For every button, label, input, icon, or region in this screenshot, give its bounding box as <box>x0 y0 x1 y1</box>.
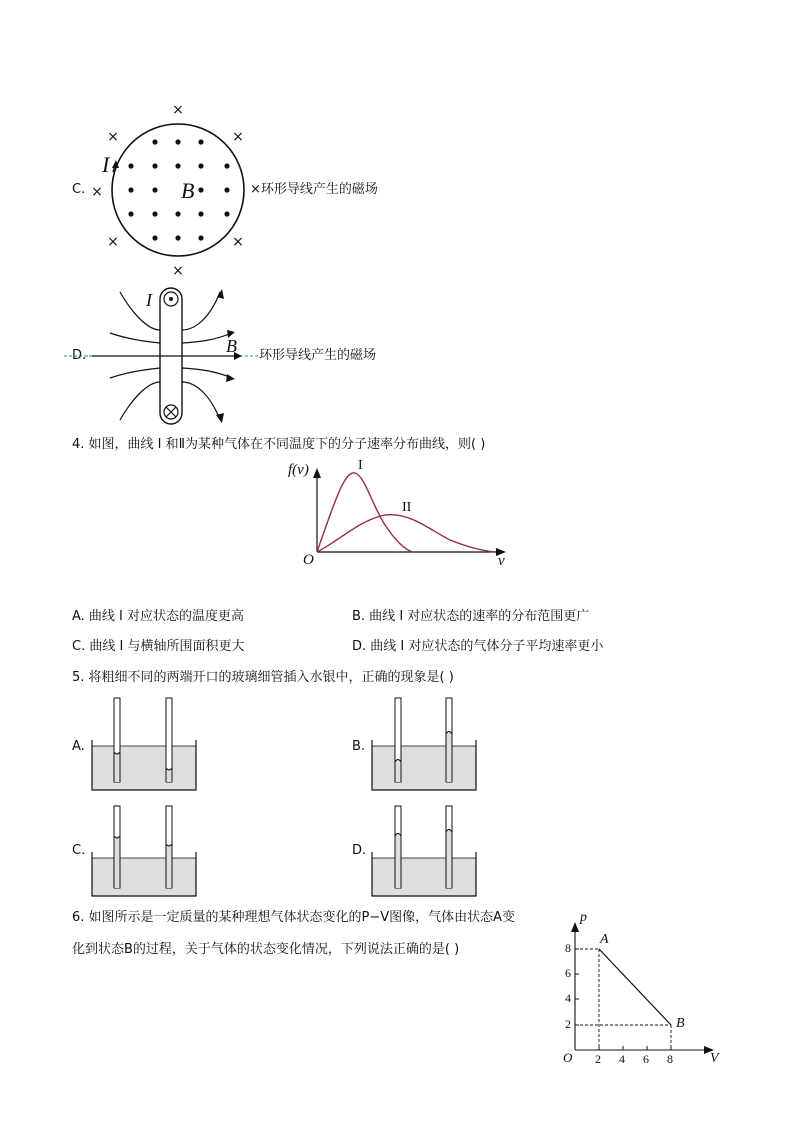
q5-option-c-label[interactable]: C. <box>72 843 86 858</box>
svg-text:×: × <box>107 234 119 250</box>
q6-xtick-6: 6 <box>643 1052 649 1066</box>
svg-text:×: × <box>107 129 119 145</box>
q4-origin: O <box>303 552 314 568</box>
svg-text:×: × <box>232 129 244 145</box>
q4-option-b[interactable]: B. 曲线 I 对应状态的速率的分布范围更广 <box>352 609 590 624</box>
q3-d-caption: 环形导线产生的磁场 <box>259 348 377 363</box>
q6-stem-line1: 6. 如图所示是一定质量的某种理想气体状态变化的P−V图像，气体由状态A变 <box>72 910 516 925</box>
q6-xtick-2: 2 <box>595 1052 601 1066</box>
q4-option-c[interactable]: C. 曲线 I 与横轴所围面积更大 <box>72 639 245 654</box>
q3-c-caption: ×环形导线产生的磁场 <box>250 182 378 197</box>
q6-y-label: p <box>580 910 587 925</box>
q6-xtick-4: 4 <box>619 1052 625 1066</box>
q3-c-field-label: B <box>181 178 195 203</box>
q4-option-d[interactable]: D. 曲线 I 对应状态的气体分子平均速率更小 <box>352 639 604 654</box>
q3-c-current-label: I <box>102 152 110 177</box>
q4-curve1-label: I <box>358 458 363 473</box>
q6-ytick-2: 2 <box>565 1017 571 1031</box>
svg-text:×: × <box>172 102 184 118</box>
q3-d-current-label: I <box>146 290 152 310</box>
svg-text:×: × <box>232 234 244 250</box>
q4-x-label: v <box>498 553 505 569</box>
q6-stem-line2: 化到状态B的过程，关于气体的状态变化情况，下列说法正确的是( ) <box>72 942 460 957</box>
q4-option-a[interactable]: A. 曲线 I 对应状态的温度更高 <box>72 609 245 624</box>
q6-ytick-6: 6 <box>565 966 571 980</box>
q4-stem: 4. 如图，曲线 I 和Ⅱ为某种气体在不同温度下的分子速率分布曲线，则( ) <box>72 437 486 452</box>
svg-text:×: × <box>91 184 103 200</box>
q3-option-c-label: C. <box>72 182 86 197</box>
q6-point-b: B <box>676 1016 685 1031</box>
q3-option-d-label: D. <box>72 348 87 363</box>
q6-x-label: V <box>710 1051 719 1066</box>
q6-point-a: A <box>600 932 609 947</box>
q4-curve2-label: II <box>402 500 412 515</box>
q3-d-field-label: B <box>226 336 237 356</box>
svg-text:×: × <box>172 263 184 279</box>
q6-origin: O <box>563 1050 573 1065</box>
q5-option-d-label[interactable]: D. <box>352 843 367 858</box>
q6-ytick-8: 8 <box>565 941 571 955</box>
q6-xtick-8: 8 <box>667 1052 673 1066</box>
q5-option-b-label[interactable]: B. <box>352 739 366 754</box>
q5-stem: 5. 将粗细不同的两端开口的玻璃细管插入水银中，正确的现象是( ) <box>72 670 454 685</box>
q6-ytick-4: 4 <box>565 991 571 1005</box>
q5-option-a-label[interactable]: A. <box>72 739 85 754</box>
q4-y-label: f(v) <box>288 462 309 478</box>
